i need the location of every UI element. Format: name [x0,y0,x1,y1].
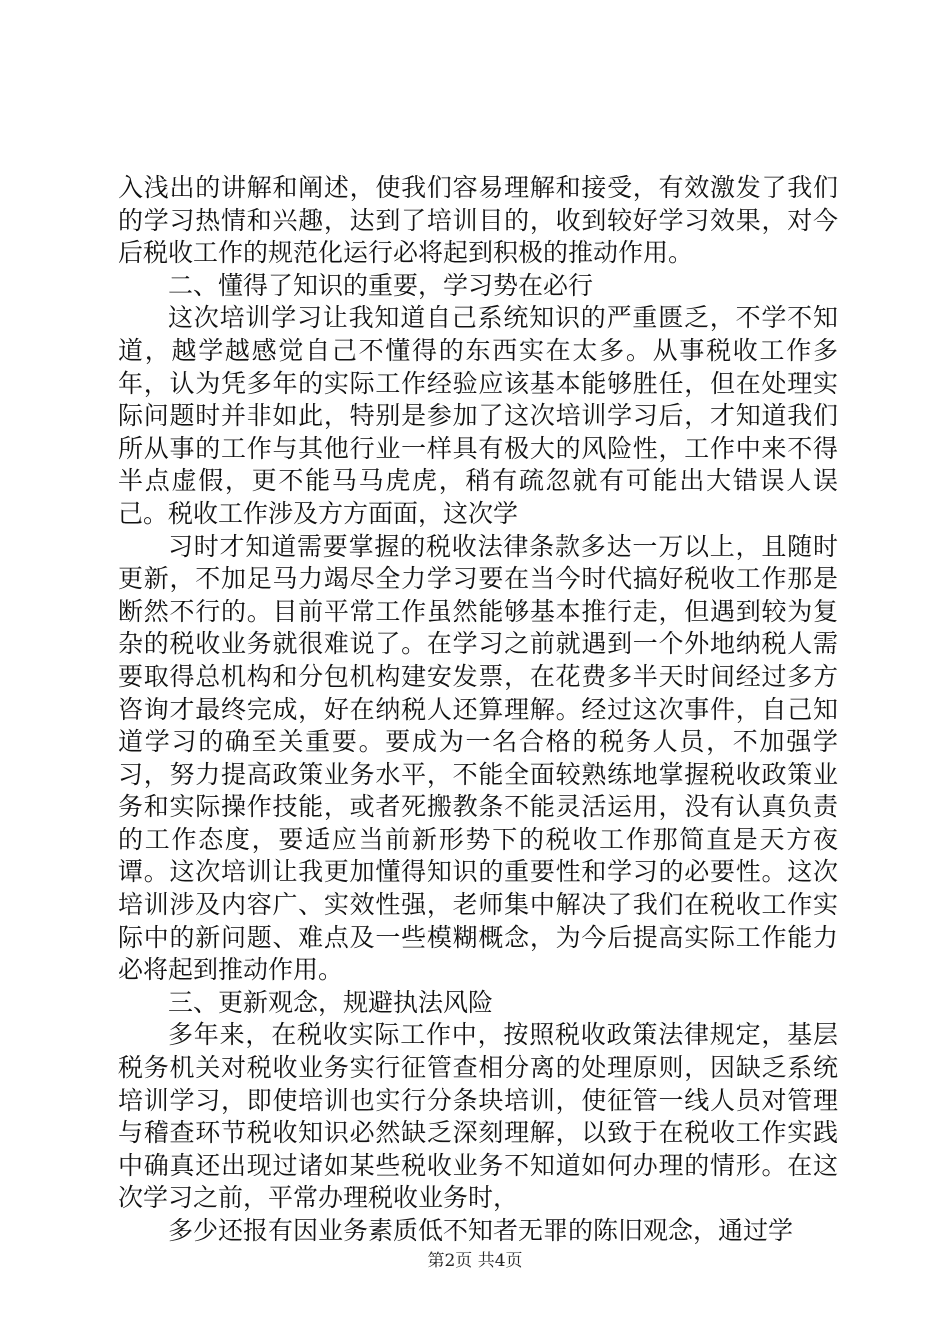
document-body [118,172,838,1248]
paragraph-continuation: 入浅出的讲解和阐述，使我们容易理解和接受，有效激发了我们的学习热情和兴趣，达到了培训目的，收到较好学习效果，对今后税收工作的规范化运行必将起到积极的推动作用。 [118,173,838,268]
page-footer: 第2页 共4页 [427,1251,523,1271]
paragraph: 这次培训学习让我知道自己系统知识的严重匮乏，不学不知道，越学越感觉自己不懂得的东西实在太多。从事税收工作多年，认为凭多年的实际工作经验应该基本能够胜任，但在处理实际问题时并非如此，特别是参加了这次培训学习后，才知道我们所从事的工作与其他行业一样具有极大的风险性，工作中来不得半点虚假，更不能马马虎虎，稍有疏忽就有可能出大错误人误己。税收工作涉及方方面面，这次学 [118,303,838,528]
paragraph: 习时才知道需要掌握的税收法律条款多达一万以上，且随时更新，不加足马力竭尽全力学习要在当今时代搞好税收工作那是断然不行的。目前平常工作虽然能够基本推行走，但遇到较为复杂的税收业务就很难说了。在学习之前就遇到一个外地纳税人需要取得总机构和分包机构建安发票，在花费多半天时间经过多方咨询才最终完成，好在纳税人还算理解。经过这次事件，自己知道学习的确至关重要。要成为一名合格的税务人员，不加强学习，努力提高政策业务水平，不能全面较熟练地掌握税收政策业务和实际操作技能，或者死搬教条不能灵活运用，没有认真负责的工作态度，要适应当前新形势下的税收工作那简直是天方夜谭。这次培训让我更加懂得知识的重要性和学习的必要性。这次培训涉及内容广、实效性强，老师集中解决了我们在税收工作实际中的新问题、难点及一些模糊概念，为今后提高实际工作能力必将起到推动作用。 [118,531,838,985]
section-heading-2: 二、懂得了知识的重要，学习势在必行 [168,270,594,300]
paragraph: 多少还报有因业务素质低不知者无罪的陈旧观念，通过学 [168,1216,794,1245]
paragraph: 多年来，在税收实际工作中，按照税收政策法律规定，基层税务机关对税收业务实行征管查相分离的处理原则，因缺乏系统培训学习，即使培训也实行分条块培训，使征管一线人员对管理与稽查环节税收知识必然缺乏深刻理解，以致于在税收工作实践中确真还出现过诸如某些税收业务不知道如何办理的情形。在这次学习之前，平常办理税收业务时， [118,1020,838,1213]
section-heading-3: 三、更新观念，规避执法风险 [168,987,494,1017]
